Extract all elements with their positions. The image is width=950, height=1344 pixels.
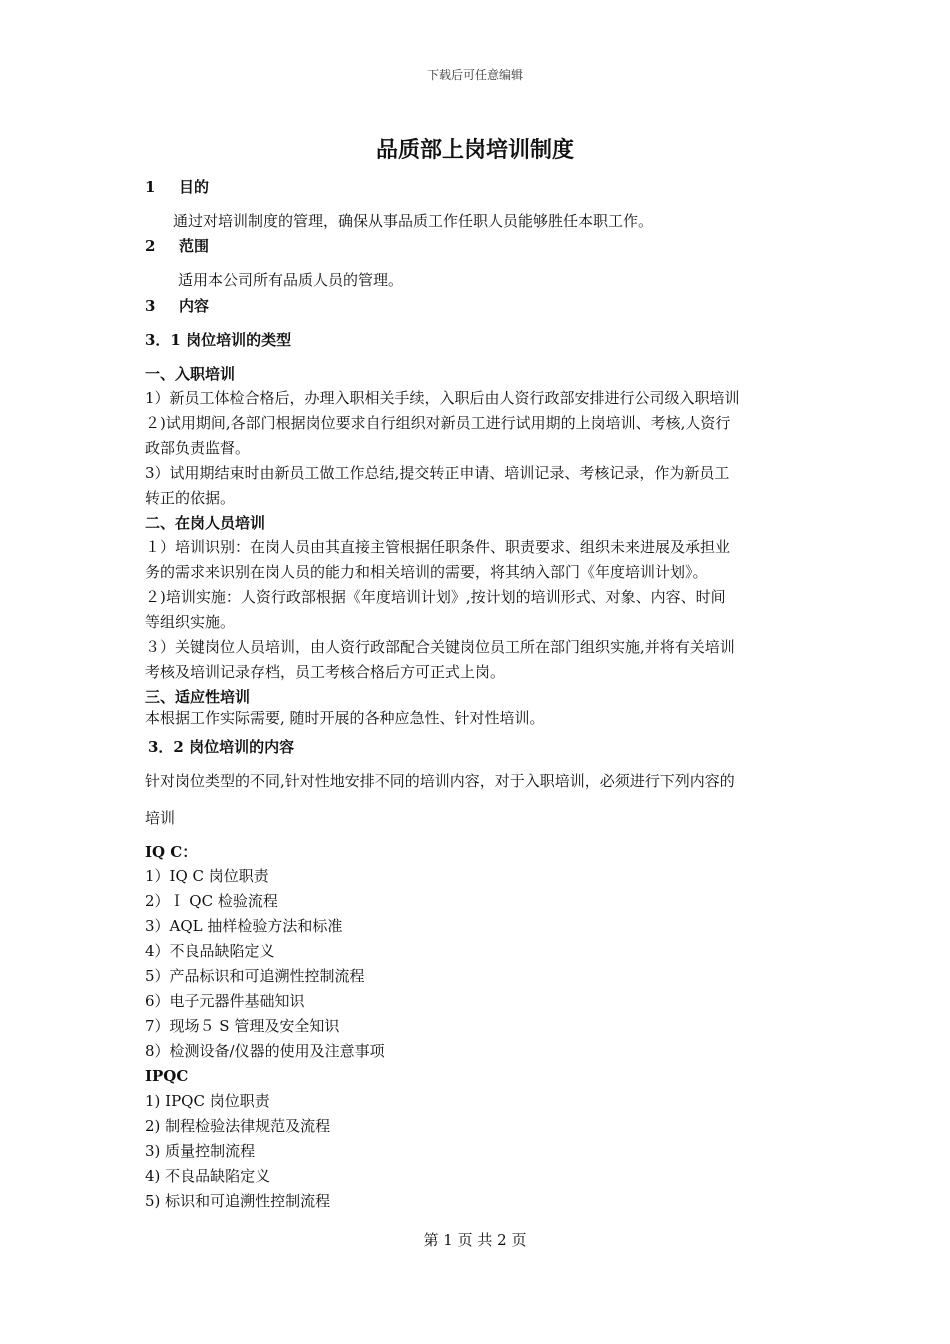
list-item: 2) 制程检验法律规范及流程 <box>145 1117 331 1135</box>
list-item: 3) 质量控制流程 <box>145 1142 256 1160</box>
list-item: 4) 不良品缺陷定义 <box>145 1167 271 1185</box>
paragraph-line: 等组织实施。 <box>145 613 236 631</box>
paragraph-line: 3）试用期结束时由新员工做工作总结,提交转正申请、培训记录、考核记录，作为新员工 <box>145 464 730 482</box>
paragraph-line: 务的需求来识别在岗人员的能力和相关培训的需要，将其纳入部门《年度培训计划》。 <box>145 563 708 581</box>
list-item: 1) IPQC 岗位职责 <box>145 1092 270 1110</box>
paragraph-line: 1）新员工体检合格后，办理入职相关手续，入职后由人资行政部安排进行公司级入职培训 <box>145 389 740 407</box>
heading-adaptive: 三、适应性培训 <box>145 688 251 706</box>
paragraph-line: 本根据工作实际需要, 随时开展的各种应急性、针对性培训。 <box>145 709 545 727</box>
heading-onboarding: 一、入职培训 <box>145 365 236 383</box>
section-number: 3 <box>145 297 156 315</box>
section-1-heading <box>145 177 810 197</box>
list-item: 3）AQL 抽样检验方法和标准 <box>145 917 343 935</box>
section-number: 1 <box>145 178 156 196</box>
paragraph-line: 培训 <box>145 809 176 827</box>
document-title: 品质部上岗培训制度 <box>375 137 574 163</box>
page-header: 下载后可任意编辑 <box>426 68 523 82</box>
paragraph-line: ３）关键岗位人员培训，由人资行政部配合关键岗位员工所在部门组织实施,并将有关培训 <box>145 638 735 656</box>
subsection-3-2: 3．2 岗位培训的内容 <box>148 738 295 756</box>
paragraph-line: １）培训识别：在岗人员由其直接主管根据任职条件、职责要求、组织未来进展及承担业 <box>145 538 731 556</box>
page-footer: 第 1 页 共 2 页 <box>423 1231 527 1249</box>
paragraph-line: 转正的依据。 <box>145 489 236 507</box>
paragraph-line: 考核及培训记录存档，员工考核合格后方可正式上岗。 <box>145 663 506 681</box>
list-item: 6）电子元器件基础知识 <box>145 992 305 1010</box>
iqc-heading: IQ C： <box>145 843 198 861</box>
section-number: 2 <box>145 237 156 255</box>
section-title: 范围 <box>179 237 210 255</box>
section-title: 内容 <box>179 297 210 315</box>
list-item: 1）IQ C 岗位职责 <box>145 867 269 885</box>
list-item: 7）现场５ S 管理及安全知识 <box>145 1017 340 1035</box>
section-title: 目的 <box>179 178 210 196</box>
section-2-heading <box>145 236 810 256</box>
paragraph-line: 针对岗位类型的不同,针对性地安排不同的培训内容，对于入职培训，必须进行下列内容的 <box>145 772 735 790</box>
section-3-heading <box>145 296 810 316</box>
list-item: 4）不良品缺陷定义 <box>145 942 275 960</box>
paragraph-line: 政部负责监督。 <box>145 439 251 457</box>
list-item: 5) 标识和可追溯性控制流程 <box>145 1192 331 1210</box>
heading-on-duty: 二、在岗人员培训 <box>145 514 266 532</box>
subsection-3-1: 3．1 岗位培训的类型 <box>145 331 292 349</box>
list-item: 2）Ｉ QC 检验流程 <box>145 892 278 910</box>
section-2-text: 适用本公司所有品质人员的管理。 <box>178 271 404 289</box>
list-item: 5）产品标识和可追溯性控制流程 <box>145 967 365 985</box>
ipqc-heading: IPQC <box>145 1067 189 1085</box>
section-1-text: 通过对培训制度的管理，确保从事品质工作任职人员能够胜任本职工作。 <box>173 212 654 230</box>
paragraph-line: ２)培训实施：人资行政部根据《年度培训计划》,按计划的培训形式、对象、内容、时间 <box>145 588 726 606</box>
list-item: 8）检测设备/仪器的使用及注意事项 <box>145 1042 385 1060</box>
paragraph-line: ２)试用期间,各部门根据岗位要求自行组织对新员工进行试用期的上岗培训、考核,人资行 <box>145 414 731 432</box>
